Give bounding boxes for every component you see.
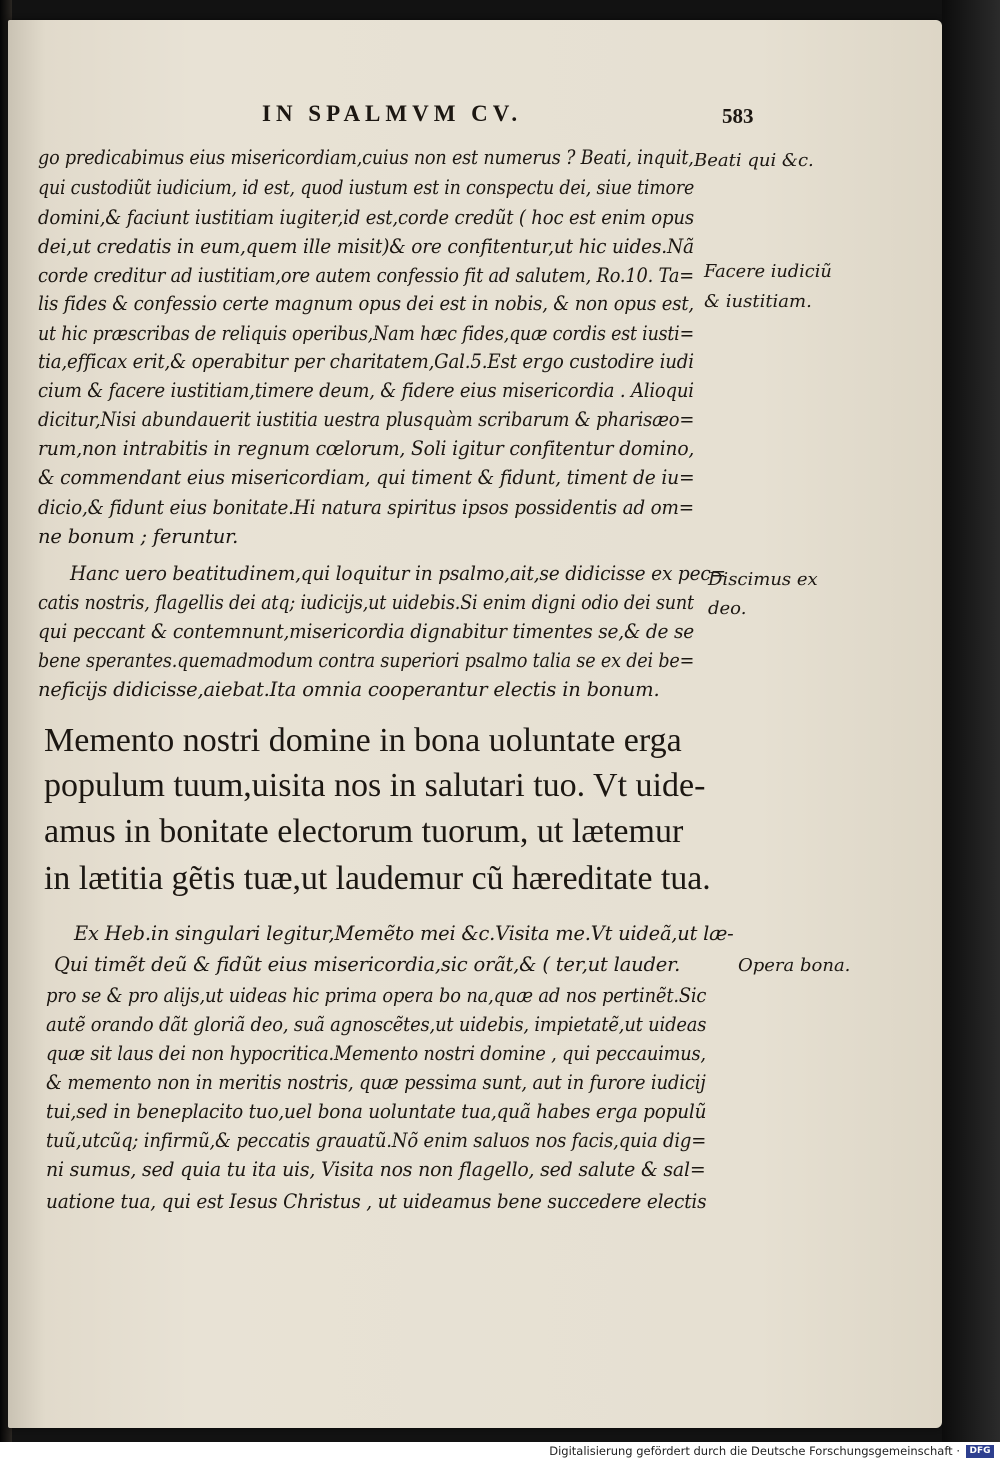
verse-line: Memento nostri domine in bona uoluntate erga (44, 722, 682, 759)
body-line: Hanc uero beatitudinem,qui loquitur in psalmo,ait,se didicisse ex pec= (70, 562, 726, 585)
page-number: 583 (722, 104, 754, 128)
body-line: go predicabimus eius misericordiam,cuius non est numerus ? Beati, inquit, (38, 146, 694, 169)
verse-line: amus in bonitate electorum tuorum, ut lætemur (44, 813, 684, 850)
running-head: IN SPALMVM CV. (262, 101, 523, 126)
body-line: tia,efficax erit,& operabitur per charitatem,Gal.5.Est ergo custodire iudi (38, 350, 694, 373)
verse-line: in lætitia gẽtis tuæ,ut laudemur cũ hæreditate tua. (44, 860, 711, 897)
body-line: dei,ut credatis in eum,quem ille misit)& ore confitentur,ut hic uides.Nã (38, 235, 694, 258)
body-line: catis nostris, flagellis dei atq; iudicijs,ut uidebis.Si enim digni odio dei sunt (38, 591, 694, 614)
commentary-line: Ex Heb.in singulari legitur,Memẽto mei &c.Visita me.Vt uideã,ut læ- (74, 922, 734, 945)
body-line: rum,non intrabitis in regnum cœlorum, Soli igitur confitentur domino, (38, 437, 695, 460)
commentary-line: ni sumus, sed quia tu ita uis, Visita nos non flagello, sed salute & sal= (46, 1158, 706, 1181)
dfg-logo: DFG (966, 1445, 994, 1458)
body-line: qui custodiũt iudicium, id est, quod iustum est in conspectu dei, siue timore (38, 176, 695, 199)
footer-bar (0, 1442, 1000, 1462)
body-line: ut hic præscribas de reliquis operibus,Nam hæc fides,quæ cordis est iusti= (38, 322, 694, 345)
marginal-note: Facere iudiciũ (704, 261, 832, 282)
body-line: bene sperantes.quemadmodum contra superiori psalmo talia se ex dei be= (38, 649, 695, 672)
body-line: domini,& faciunt iustitiam iugiter,id est,corde credũt ( hoc est enim opus (38, 206, 694, 229)
commentary-line: pro se & pro alijs,ut uideas hic prima opera bo na,quæ ad nos pertinẽt.Sic (46, 984, 707, 1007)
commentary-line: tui,sed in beneplacito tuo,uel bona uoluntate tua,quã habes erga populũ (46, 1100, 707, 1123)
marginal-note: & iustitiam. (704, 291, 812, 312)
commentary-line: autẽ orando dãt gloriã deo, suã agnoscẽtes,ut uidebis, impietatẽ,ut uideas (46, 1013, 707, 1036)
scan-background (942, 0, 1000, 1442)
commentary-line: uatione tua, qui est Iesus Christus , ut uideamus bene succedere electis (46, 1190, 707, 1213)
body-line: lis fides & confessio certe magnum opus dei est in nobis, & non opus est, (38, 292, 694, 315)
commentary-line: quæ sit laus dei non hypocritica.Memento nostri domine , qui peccauimus, (46, 1042, 706, 1065)
commentary-line: & memento non in meritis nostris, quæ pessima sunt, aut in furore iudicij (46, 1071, 706, 1094)
marginal-note: Opera bona. (738, 955, 851, 976)
body-line: dicitur,Nisi abundauerit iustitia uestra plusquàm scribarum & pharisæo= (38, 408, 695, 431)
marginal-note: deo. (708, 598, 747, 619)
body-line: neficijs didicisse,aiebat.Ita omnia cooperantur electis in bonum. (38, 678, 660, 701)
body-line: dicio,& fidunt eius bonitate.Hi natura spiritus ipsos possidentis ad om= (38, 496, 694, 519)
body-line: cium & facere iustitiam,timere deum, & fidere eius misericordia . Alioqui (38, 379, 694, 402)
commentary-line: tuũ,utcũq; infirmũ,& peccatis grauatũ.Nõ enim saluos nos facis,quia dig= (46, 1129, 707, 1152)
body-line: qui peccant & contemnunt,misericordia dignabitur timentes se,& de se (38, 620, 695, 643)
commentary-line: Qui timẽt deũ & fidũt eius misericordia,sic orãt,& ( ter,ut lauder. (54, 953, 681, 976)
marginal-note: Beati qui &c. (694, 150, 814, 171)
verse-line: populum tuum,uisita nos in salutari tuo. Vt uide- (44, 767, 706, 804)
body-line: & commendant eius misericordiam, qui timent & fidunt, timent de iu= (38, 466, 695, 489)
funding-credit: Digitalisierung gefördert durch die Deutsche Forschungsgemeinschaft · (549, 1444, 960, 1458)
marginal-note: Discimus ex (708, 569, 818, 590)
body-line: corde creditur ad iustitiam,ore autem confessio fit ad salutem, Ro.10. Ta= (38, 264, 694, 287)
body-line: ne bonum ; feruntur. (38, 525, 239, 548)
